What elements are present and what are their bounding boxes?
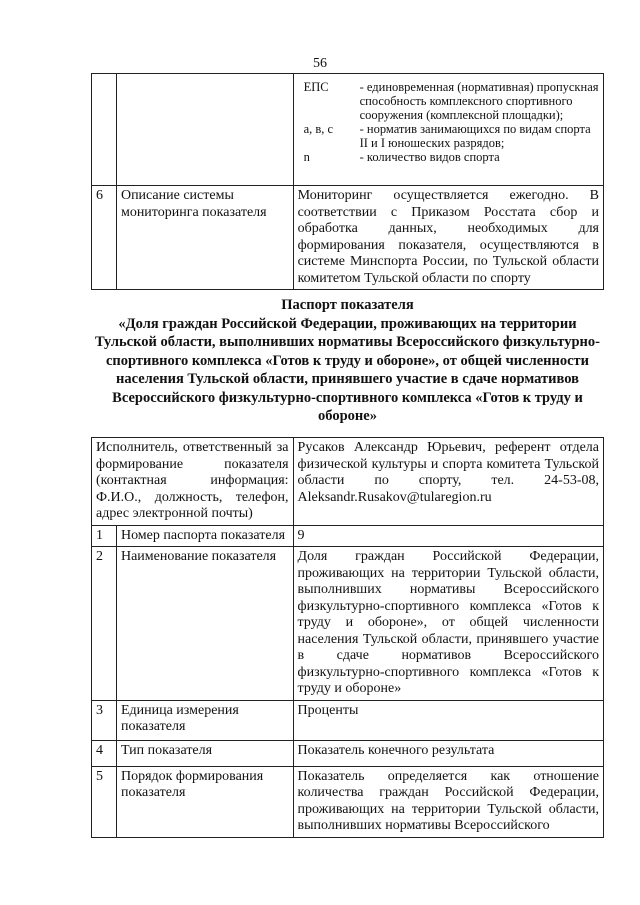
- row-number: 3: [92, 700, 117, 740]
- passport-subheading: «Доля граждан Российской Федерации, проживающих на территории Тульской области, выполнивших нормативы Всероссийского физкультурно-спортивного комплекса «Готов к труду и обороне», от общей численности населения Тульской области, принявшего участие в сдаче нормативов Всероссийского физкультурно-спортивного комплекса «Готов к труду и обороне»: [95, 315, 600, 424]
- legend-key: ЕПС: [303, 80, 329, 94]
- legend-value: - норматив занимающихся по видам спорта II и I юношеских разрядов;: [359, 122, 591, 150]
- row-label: Описание системы мониторинга показателя: [116, 186, 293, 290]
- legend-item: [304, 150, 599, 164]
- table-row: [92, 700, 604, 740]
- row-value: Доля граждан Российской Федерации, проживающих на территории Тульской области, выполнивших нормативы Всероссийского физкультурно-спортивного комплекса «Готов к труду и обороне», от общей численности населения Тульской области, принявшего участие в сдаче нормативов Всероссийского физкультурно-спортивного комплекса «Готов к труду и обороне»: [293, 547, 603, 701]
- passport-title-block: [91, 296, 604, 426]
- row-number: 6: [92, 186, 117, 290]
- legend-value: - количество видов спорта: [359, 150, 500, 164]
- table-row: [92, 525, 604, 547]
- table-row: [92, 438, 604, 526]
- empty-label-cell: [116, 74, 293, 186]
- executor-label: Исполнитель, ответственный за формирование показателя (контактная информация: Ф.И.О., должность, телефон, адрес электронной почты): [92, 438, 294, 526]
- table-row: [92, 547, 604, 701]
- page-number: 56: [313, 56, 327, 71]
- passport-heading: Паспорт показателя: [281, 297, 414, 313]
- formula-continuation-table: [91, 73, 604, 290]
- row-label: Номер паспорта показателя: [116, 525, 293, 547]
- row-label: Порядок формирования показателя: [116, 766, 293, 837]
- row-value: Показатель определяется как отношение количества граждан Российской Федерации, проживающих на территории Тульской области, выполнивших нормативы Всероссийского: [293, 766, 603, 837]
- empty-number-cell: [92, 74, 117, 186]
- table-row: [92, 186, 604, 290]
- legend-key: n: [303, 150, 310, 164]
- row-value: Мониторинг осуществляется ежегодно. В соответствии с Приказом Росстата сбор и обработка данных, необходимых для формирования показателя, осуществляются в системе Минспорта России, по Тульской области комитетом Тульской области по спорту: [293, 186, 603, 290]
- legend-item: [304, 80, 599, 122]
- executor-value: Русаков Александр Юрьевич, референт отдела физической культуры и спорта комитета Тульской области по спорту, тел. 24-53-08, Aleksandr.Rusakov@tularegion.ru: [293, 438, 603, 526]
- table-row: [92, 766, 604, 837]
- table-row: [92, 740, 604, 766]
- legend-value: - единовременная (нормативная) пропускная способность комплексного спортивного сооружения (комплексной площадки);: [359, 80, 599, 122]
- row-number: 2: [92, 547, 117, 701]
- row-value: Показатель конечного результата: [293, 740, 603, 766]
- row-number: 1: [92, 525, 117, 547]
- formula-legend: [293, 74, 603, 186]
- legend-key: а, в, с: [303, 122, 334, 136]
- row-number: 5: [92, 766, 117, 837]
- row-label: Единица измерения показателя: [116, 700, 293, 740]
- row-value: Проценты: [293, 700, 603, 740]
- passport-table: [91, 437, 604, 838]
- table-row: [92, 74, 604, 186]
- row-label: Наименование показателя: [116, 547, 293, 701]
- row-label: Тип показателя: [116, 740, 293, 766]
- row-value: 9: [293, 525, 603, 547]
- row-number: 4: [92, 740, 117, 766]
- legend-item: [304, 122, 599, 150]
